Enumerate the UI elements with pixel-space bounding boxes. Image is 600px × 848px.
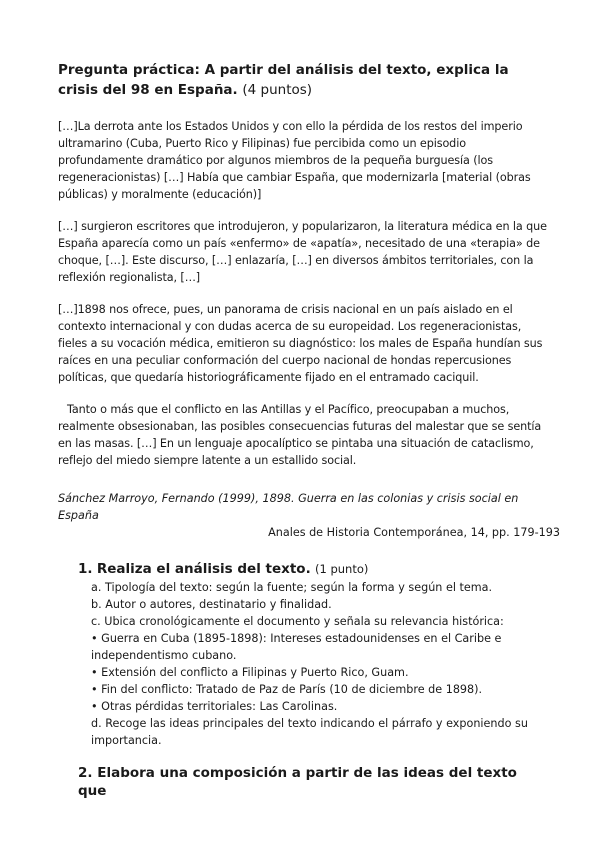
text-paragraph-1: […]La derrota ante los Estados Unidos y con ello la pérdida de los restos del imperio ultramarino (Cuba, Puerto Rico y Filipinas) fue percibida como un episodio profundamente dramático por algunos miembros de la pequeña burguesía (los regeneracionistas) […] Había que cambiar España, que modernizarla [material (obras públicas) y moralmente (educación)] (58, 120, 531, 201)
list-item: • Fin del conflicto: Tratado de Paz de París (10 de diciembre de 1898). (91, 683, 483, 696)
list-item: • Otras pérdidas territoriales: Las Carolinas. (91, 700, 338, 713)
question-1 (78, 560, 548, 749)
question-1-number: 1. (78, 561, 93, 577)
question-title (58, 60, 548, 100)
question-2 (78, 764, 548, 800)
list-item: • Guerra en Cuba (1895-1898): Intereses estadounidenses en el Caribe e independentismo cubano. (91, 632, 502, 662)
question-title-text: Pregunta práctica: A partir del análisis del texto, explica la crisis del 98 en España. (58, 62, 509, 98)
question-2-number: 2. (78, 765, 93, 781)
list-item: a. Tipología del texto: según la fuente; según la forma y según el tema. (91, 581, 493, 594)
citation (58, 490, 548, 524)
citation-journal: Anales de Historia Contemporánea, 14, pp. 179-193 (268, 526, 560, 539)
question-1-points: (1 punto) (315, 562, 369, 576)
question-title-points: (4 puntos) (242, 82, 313, 98)
question-1-text: Realiza el análisis del texto. (96, 561, 311, 577)
list-item: d. Recoge las ideas principales del texto indicando el párrafo y exponiendo su importancia. (91, 717, 528, 747)
text-paragraph-3: […]1898 nos ofrece, pues, un panorama de crisis nacional en un país aislado en el contexto internacional y con dudas acerca de su europeidad. Los regeneracionistas, fieles a su vocación médica, emitieron su diagnóstico: los males de España hundían sus raíces en una peculiar conformación del cuerpo nacional de hondas repercusiones políticas, que quedaría historiográficamente fijado en el entramado caciquil. (58, 303, 543, 384)
text-paragraph-4: Tanto o más que el conflicto en las Antillas y el Pacífico, preocupaban a muchos, realmente obsesionaban, las posibles consecuencias futuras del malestar que se sentía en las masas. […] En un lenguaje apocalíptico se pintaba una situación de cataclismo, reflejo del miedo siempre latente a un estallido social. (58, 403, 542, 467)
text-paragraph-2: […] surgieron escritores que introdujeron, y popularizaron, la literatura médica en la que España aparecía como un país «enfermo» de «apatía», necesitado de una «terapia» de choque, […]. Este discurso, […] enlazaría, […] en diversos ámbitos territoriales, con la reflexión regionalista, […] (58, 220, 547, 284)
list-item: b. Autor o autores, destinatario y finalidad. (91, 598, 332, 611)
list-item: c. Ubica cronológicamente el documento y señala su relevancia histórica: (91, 615, 504, 628)
question-1-items (91, 579, 548, 749)
list-item: • Extensión del conflicto a Filipinas y Puerto Rico, Guam. (91, 666, 409, 679)
question-1-heading (78, 560, 548, 578)
citation-source: Sánchez Marroyo, Fernando (1999), 1898. Guerra en las colonias y crisis social en España (58, 492, 519, 522)
question-2-text: Elabora una composición a partir de las ideas del texto que (78, 765, 517, 799)
